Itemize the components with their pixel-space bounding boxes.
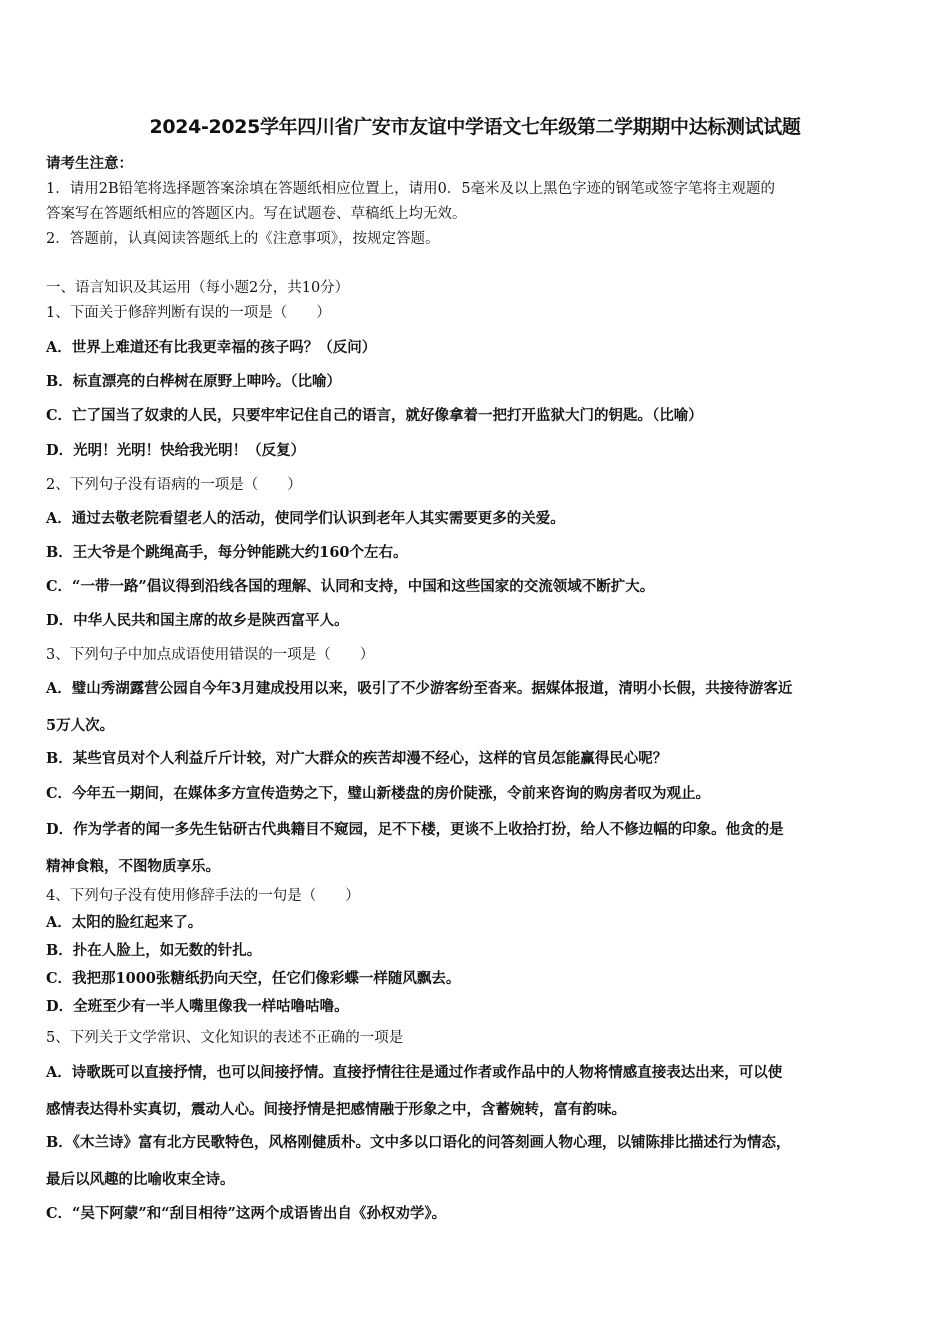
- question-3-option-a-line-1: A．璧山秀湖露营公园自今年3月建成投用以来，吸引了不少游客纷至沓来。据媒体报道，清明小长假，共接待游客近: [46, 680, 793, 697]
- page-title: 2024-2025学年四川省广安市友谊中学语文七年级第二学期期中达标测试试题: [149, 116, 801, 138]
- question-5-option-a-line-1: A．诗歌既可以直接抒情，也可以间接抒情。直接抒情往往是通过作者或作品中的人物将情感直接表达出来，可以使: [46, 1064, 783, 1081]
- question-1-stem: 1、下面关于修辞判断有误的一项是（ ）: [46, 305, 331, 321]
- section-heading: 一、语言知识及其运用（每小题2分，共10分）: [46, 280, 350, 296]
- question-2-option-c: C．“一带一路”倡议得到沿线各国的理解、认同和支持，中国和这些国家的交流领域不断扩大。: [46, 578, 655, 595]
- question-2-stem: 2、下列句子没有语病的一项是（ ）: [46, 477, 302, 493]
- notice-item-1-line-1: 1．请用2B铅笔将选择题答案涂填在答题纸相应位置上，请用0．5毫米及以上黑色字迹的钢笔或签字笔将主观题的: [46, 181, 776, 197]
- question-1-option-a: A．世界上难道还有比我更幸福的孩子吗？（反问）: [46, 339, 377, 356]
- notice-item-1-line-2: 答案写在答题纸相应的答题区内。写在试题卷、草稿纸上均无效。: [46, 206, 467, 222]
- question-3-option-c: C．今年五一期间，在媒体多方宣传造势之下，璧山新楼盘的房价陡涨，令前来咨询的购房者叹为观止。: [46, 785, 711, 802]
- question-2-option-a: A．通过去敬老院看望老人的活动，使同学们认识到老年人其实需要更多的关爱。: [46, 510, 565, 527]
- question-3-option-d-line-1: D．作为学者的闻一多先生钻研古代典籍目不窥园，足不下楼，更谈不上收拾打扮，给人不修边幅的印象。他贪的是: [46, 821, 784, 838]
- notice-item-2: 2．答题前，认真阅读答题纸上的《注意事项》，按规定答题。: [46, 231, 440, 247]
- question-5-stem: 5、下列关于文学常识、文化知识的表述不正确的一项是: [46, 1030, 404, 1046]
- question-3-option-d-line-2: 精神食粮，不图物质享乐。: [46, 858, 220, 875]
- notice-heading: 请考生注意：: [46, 155, 133, 172]
- question-5-option-b-line-2: 最后以风趣的比喻收束全诗。: [46, 1171, 235, 1188]
- question-4-option-c: C．我把那1000张糖纸扔向天空，任它们像彩蝶一样随风飘去。: [46, 970, 461, 987]
- question-5-option-b-line-1: B．《木兰诗》富有北方民歌特色，风格刚健质朴。文中多以口语化的问答刻画人物心理，以铺陈排比描述行为情态，: [46, 1134, 791, 1151]
- question-2-option-d: D．中华人民共和国主席的故乡是陕西富平人。: [46, 612, 349, 629]
- question-2-option-b: B．王大爷是个跳绳高手，每分钟能跳大约160个左右。: [46, 544, 408, 561]
- question-1-option-d: D．光明！光明！快给我光明！（反复）: [46, 442, 306, 459]
- question-5-option-c: C．“吴下阿蒙”和“刮目相待”这两个成语皆出自《孙权劝学》。: [46, 1205, 447, 1222]
- question-4-option-b: B．扑在人脸上，如无数的针扎。: [46, 942, 262, 959]
- question-3-option-b: B．某些官员对个人利益斤斤计较，对广大群众的疾苦却漫不经心，这样的官员怎能赢得民心呢？: [46, 750, 668, 767]
- question-1-option-b: B．标直漂亮的白桦树在原野上呻吟。（比喻）: [46, 373, 342, 390]
- question-1-option-c: C．亡了国当了奴隶的人民，只要牢牢记住自己的语言，就好像拿着一把打开监狱大门的钥匙。（比喻）: [46, 407, 703, 424]
- question-4-option-d: D．全班至少有一半人嘴里像我一样咕噜咕噜。: [46, 998, 349, 1015]
- question-4-stem: 4、下列句子没有使用修辞手法的一句是（ ）: [46, 888, 360, 904]
- question-4-option-a: A．太阳的脸红起来了。: [46, 914, 203, 931]
- question-3-stem: 3、下列句子中加点成语使用错误的一项是（ ）: [46, 647, 375, 663]
- question-5-option-a-line-2: 感情表达得朴实真切，震动人心。间接抒情是把感情融于形象之中，含蓄婉转，富有韵味。: [46, 1101, 626, 1118]
- question-3-option-a-line-2: 5万人次。: [46, 717, 115, 734]
